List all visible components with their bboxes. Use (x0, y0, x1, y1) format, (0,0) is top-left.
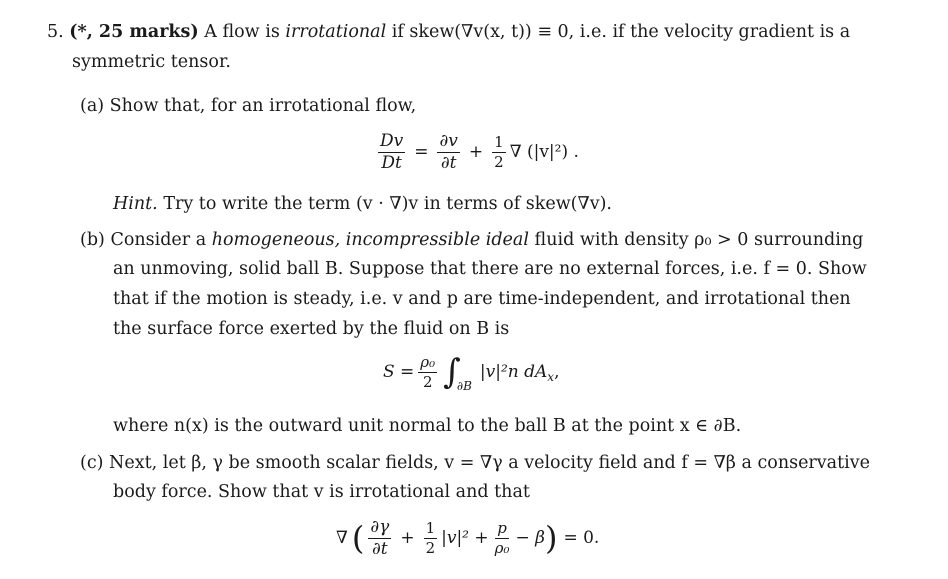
hint-text: Try to write the term (v · ∇)v in terms of skew(∇v). (163, 194, 612, 214)
plus-sign: + (400, 527, 415, 548)
rhs-tail: ∇ (|v|²) . (509, 141, 579, 162)
frac-rho-half (418, 354, 437, 390)
frac-num: Dv (380, 131, 404, 151)
part-b-equation (383, 352, 560, 393)
part-b-l1-a: Consider a (110, 230, 207, 250)
part-b-after: where n(x) is the outward unit normal to the ball B at the point x ∈ ∂B. (113, 416, 742, 436)
part-b-l1-b: fluid with density ρ₀ > 0 surrounding (534, 230, 864, 250)
integrand-subscript: x (547, 370, 555, 384)
left-paren: ( (351, 519, 365, 558)
part-a-line (80, 98, 416, 116)
part-b-line-4: the surface force exerted by the fluid on B is (113, 319, 510, 339)
frac-den: ∂t (372, 538, 388, 559)
part-a-label: (a) (80, 96, 105, 116)
frac-num: ∂v (439, 131, 458, 151)
part-c-line-2: body force. Show that v is irrotational and that (113, 482, 530, 502)
part-b-line-1 (80, 232, 863, 250)
problem-intro-2: if skew(∇v(x, t)) ≡ 0, i.e. if the velocity gradient is a (391, 22, 851, 42)
part-a-text: Show that, for an irrotational flow, (109, 96, 417, 116)
integral-domain: ∂B (456, 379, 472, 393)
problem-intro-1: A flow is (204, 22, 280, 42)
nabla-symbol: ∇ (336, 527, 348, 548)
frac-p-rho (493, 520, 512, 556)
equals-zero: = 0. (563, 527, 600, 548)
frac-half (424, 520, 438, 556)
problem-intro-italic: irrotational (285, 22, 387, 42)
problem-marks: (*, 25 marks) (69, 22, 199, 42)
minus-beta: − β (515, 527, 545, 548)
frac-num: p (497, 519, 507, 538)
frac-partial-v-t (437, 132, 459, 172)
frac-den: ∂t (440, 152, 457, 173)
eq-tail-comma: , (554, 361, 560, 382)
part-c-label: (c) (80, 453, 104, 473)
problem-line-1 (47, 24, 850, 42)
integrand: |v|²n dA (479, 361, 548, 382)
frac-num: ρ₀ (420, 353, 436, 371)
hint-label: Hint. (113, 194, 158, 214)
hint-line (113, 196, 612, 214)
part-b-label: (b) (80, 230, 105, 250)
part-c-equation (336, 518, 599, 558)
part-a-equation (374, 132, 579, 172)
plus-sign: + (468, 141, 484, 162)
frac-partial-gamma-t (368, 518, 391, 558)
integral-sign: ∫ (443, 352, 461, 392)
frac-num: 1 (425, 519, 436, 538)
part-b-l1-italic: homogeneous, incompressible ideal (211, 230, 529, 250)
part-c-l1: Next, let β, γ be smooth scalar fields, v = ∇γ a velocity field and f = ∇β a conservative (109, 453, 870, 473)
part-c-line-1 (80, 455, 870, 473)
frac-den: 2 (422, 372, 433, 391)
frac-den: Dt (381, 152, 402, 173)
surface-force-lhs: S = (383, 361, 415, 382)
frac-num: ∂γ (370, 517, 390, 537)
frac-den: 2 (425, 538, 436, 557)
frac-half (492, 134, 506, 170)
frac-num: 1 (494, 133, 504, 152)
frac-den: 2 (494, 152, 504, 171)
part-b-line-3: that if the motion is steady, i.e. v and p are time-independent, and irrotational then (113, 289, 851, 309)
frac-den: ρ₀ (494, 538, 510, 557)
frac-dv-dt (378, 132, 405, 172)
problem-number: 5. (47, 22, 64, 42)
equals-sign: = (414, 141, 429, 162)
velocity-norm-term: |v|² + (441, 527, 489, 548)
right-paren: ) (544, 519, 558, 558)
part-b-line-2: an unmoving, solid ball B. Suppose that there are no external forces, i.e. f = 0. Show (113, 259, 867, 279)
problem-line-2: symmetric tensor. (72, 52, 231, 72)
